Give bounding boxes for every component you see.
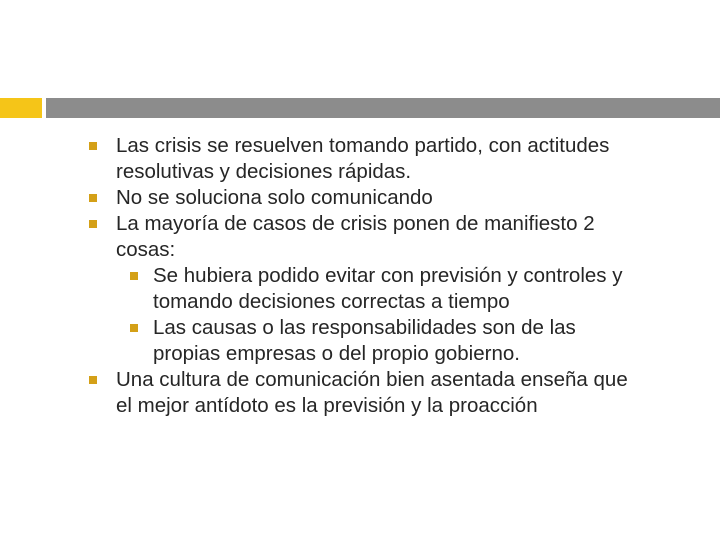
bullet-text: Las crisis se resuelven tomando partido, con actitudes resolutivas y decisiones rápidas. bbox=[116, 134, 610, 183]
square-bullet-icon bbox=[130, 272, 138, 280]
sub-bullet-text: Se hubiera podido evitar con previsión y controles y tomando decisiones correctas a tiempo bbox=[153, 264, 623, 313]
bullet-text: La mayoría de casos de crisis ponen de manifiesto 2 cosas: bbox=[116, 212, 595, 261]
square-bullet-icon bbox=[130, 324, 138, 332]
square-bullet-icon bbox=[89, 220, 97, 228]
sub-bullet-item bbox=[88, 263, 648, 315]
bullet-item bbox=[88, 367, 648, 419]
square-bullet-icon bbox=[89, 142, 97, 150]
accent-bar bbox=[0, 98, 42, 118]
bullet-list bbox=[88, 133, 648, 419]
bullet-item bbox=[88, 211, 648, 263]
bullet-item bbox=[88, 185, 648, 211]
bullet-text: Una cultura de comunicación bien asentada enseña que el mejor antídoto es la previsión y la proacción bbox=[116, 368, 628, 417]
sub-bullet-item bbox=[88, 315, 648, 367]
bullet-list-container bbox=[88, 133, 648, 419]
square-bullet-icon bbox=[89, 194, 97, 202]
square-bullet-icon bbox=[89, 376, 97, 384]
bullet-text: No se soluciona solo comunicando bbox=[116, 186, 433, 209]
sub-bullet-text: Las causas o las responsabilidades son de las propias empresas o del propio gobierno. bbox=[153, 316, 576, 365]
title-bar bbox=[46, 98, 720, 118]
bullet-item bbox=[88, 133, 648, 185]
